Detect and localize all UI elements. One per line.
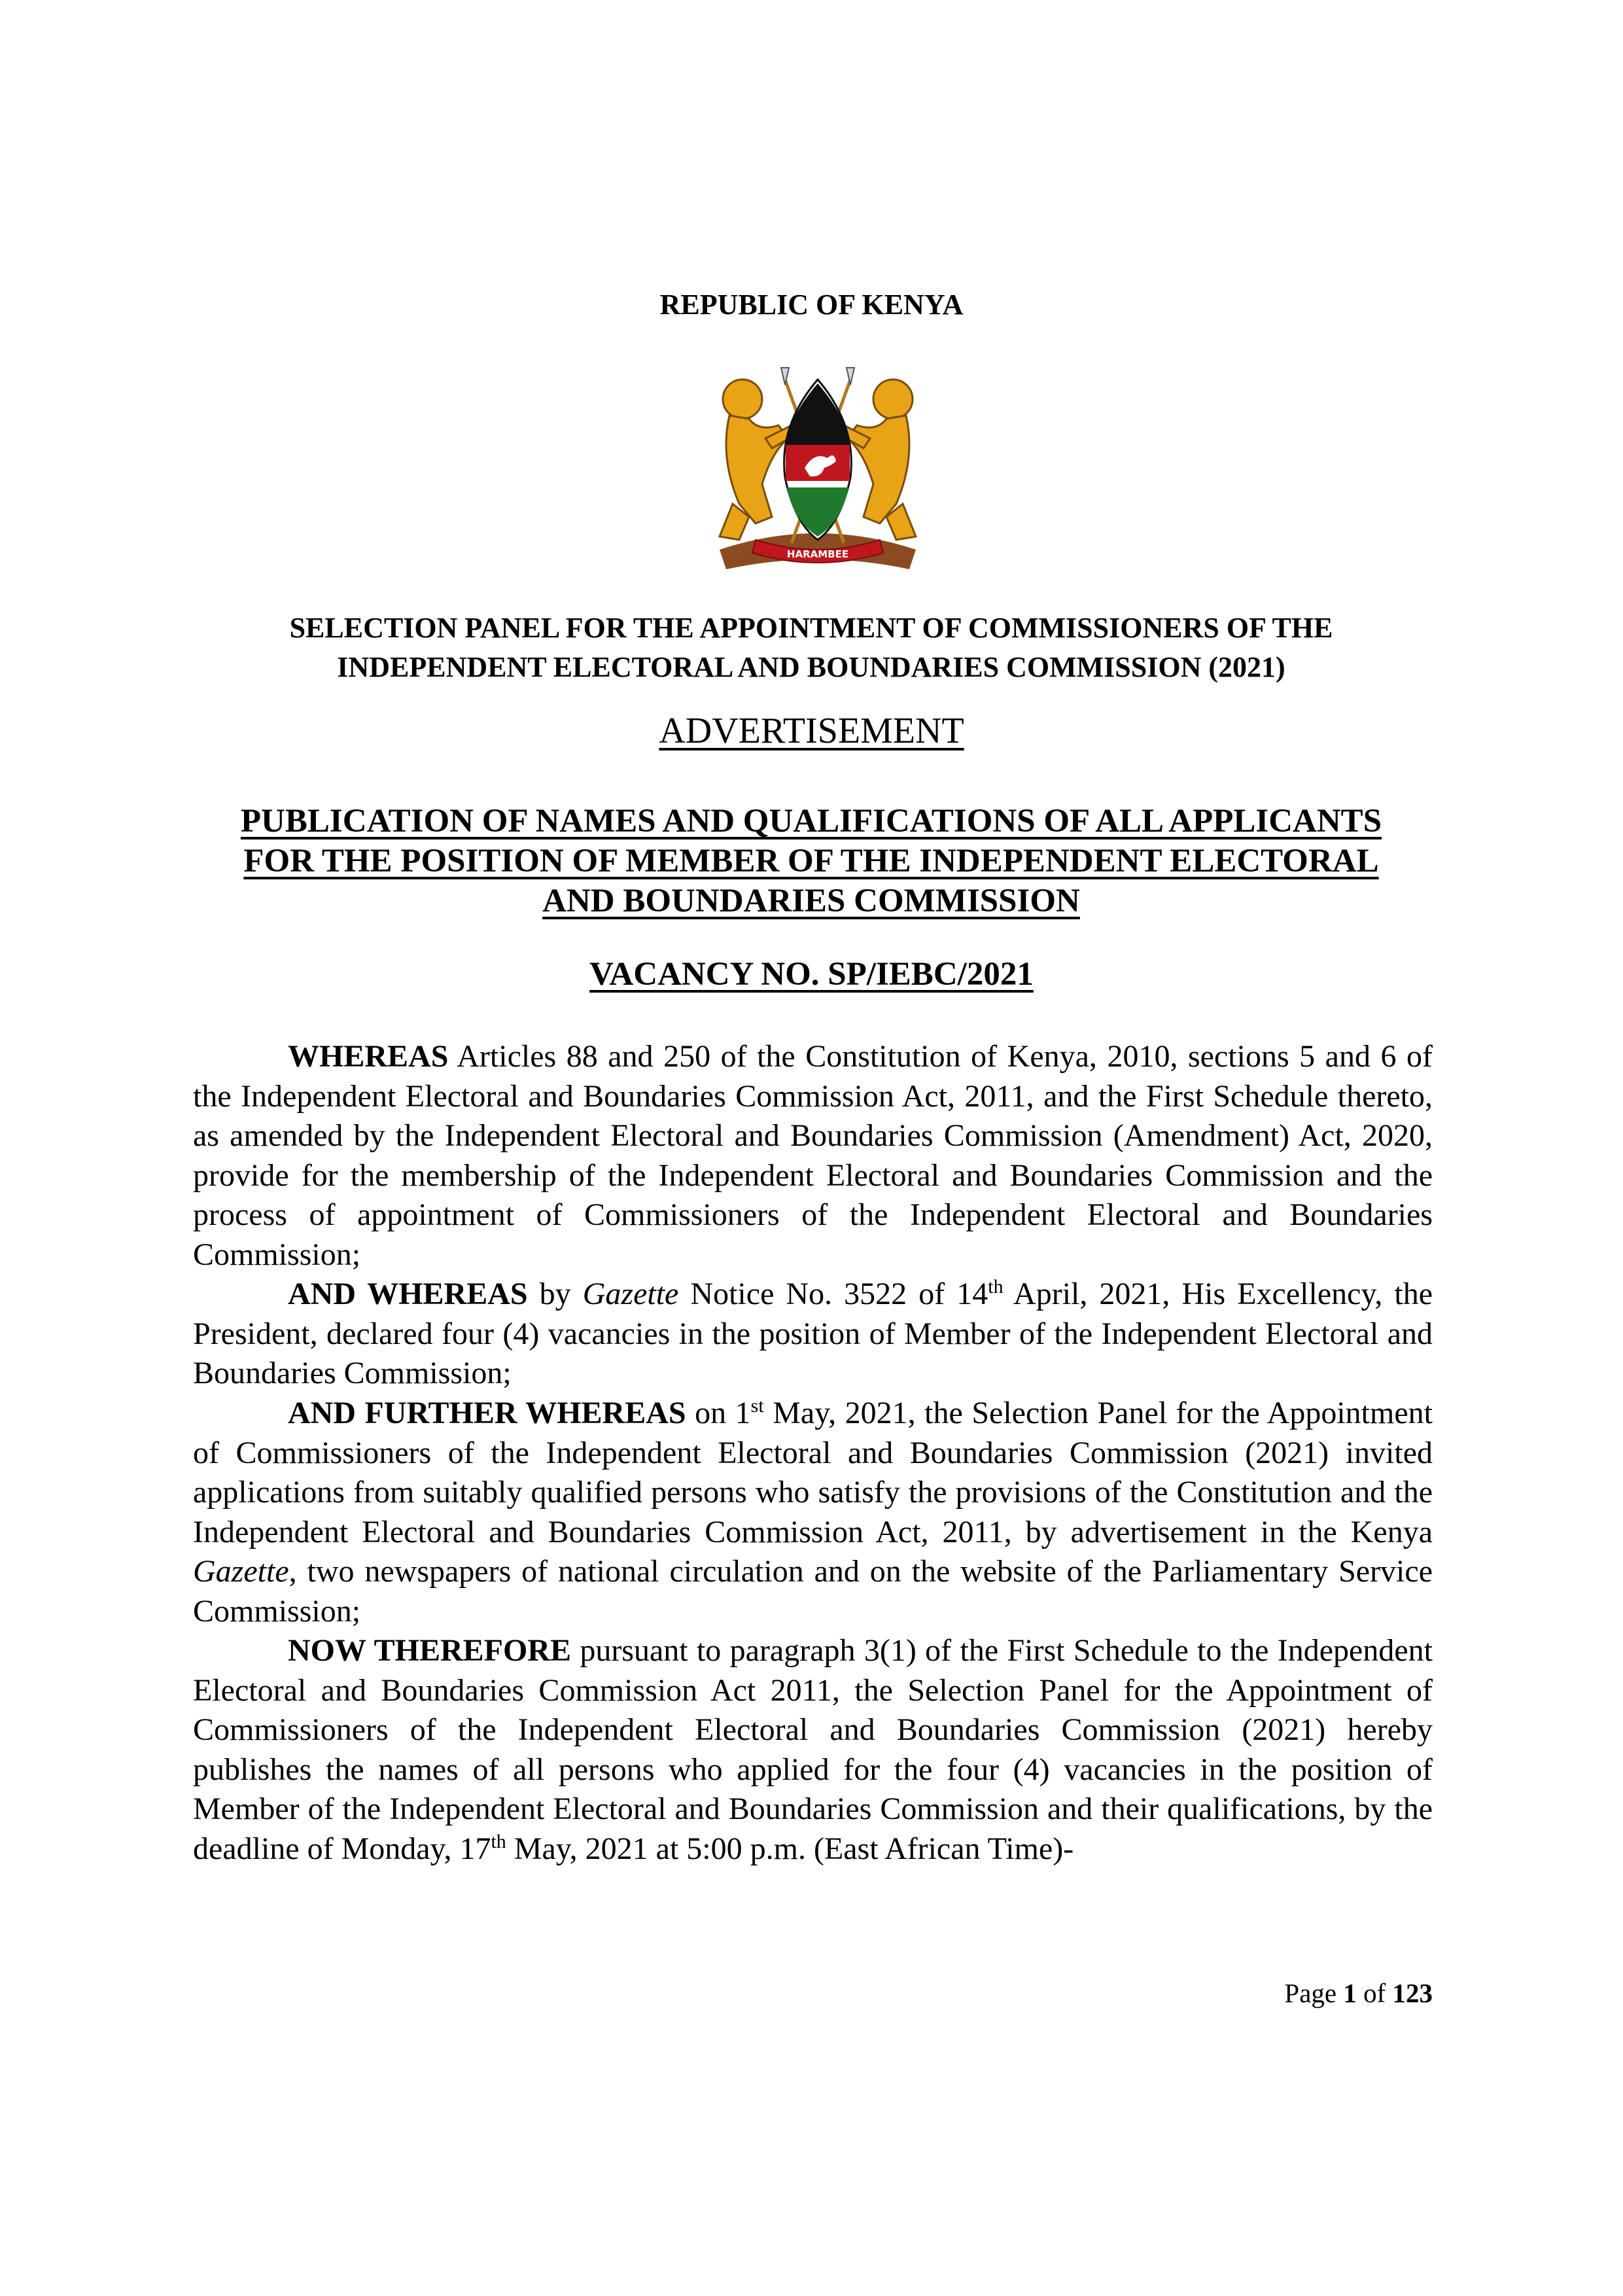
page-total: 123 <box>1392 1978 1433 2008</box>
paragraph-text: pursuant to paragraph 3(1) of the First Schedule to the Independent Electoral and Boundaries Commission Act 2011, the Selection Panel for the Appointment of Commissioners of the Independent Electoral and Boundaries Commission (2021) hereby publishes the names of all persons who applied for the four (4) vacancies in the position of Member of the Independent Electoral and Boundaries Commission and their qualifications, by the deadline of Monday, 17 <box>193 1633 1433 1866</box>
paragraph-lead: WHEREAS <box>288 1039 449 1074</box>
ordinal-suffix: st <box>750 1395 764 1417</box>
page-number <box>1073 1977 1433 2009</box>
paragraph-text: Notice No. 3522 of 14 <box>678 1277 988 1311</box>
paragraph-and-further-whereas <box>193 1394 1433 1631</box>
paragraph-lead: AND FURTHER WHEREAS <box>288 1396 686 1430</box>
ordinal-suffix: th <box>491 1830 506 1852</box>
panel-title-line2: INDEPENDENT ELECTORAL AND BOUNDARIES COMMISSION (2021) <box>337 651 1285 683</box>
ordinal-suffix: th <box>988 1276 1003 1298</box>
paragraph-lead: NOW THEREFORE <box>288 1633 571 1668</box>
paragraph-text: , two newspapers of national circulation and on the website of the Parliamentary Service Commission; <box>193 1554 1433 1629</box>
crest-motto: HARAMBEE <box>786 548 849 560</box>
vacancy-number: VACANCY NO. SP/IEBC/2021 <box>589 956 1034 993</box>
gazette-italic: Gazette <box>193 1554 289 1589</box>
panel-title-line1: SELECTION PANEL FOR THE APPOINTMENT OF COMMISSIONERS OF THE <box>289 612 1333 644</box>
paragraph-text: by <box>527 1277 583 1311</box>
page-label: Page <box>1284 1978 1344 2008</box>
paragraph-now-therefore <box>193 1631 1433 1869</box>
paragraph-and-whereas <box>193 1275 1433 1394</box>
country-heading: REPUBLIC OF KENYA <box>659 289 964 321</box>
publication-title-line1: PUBLICATION OF NAMES AND QUALIFICATIONS OF ALL APPLICANTS <box>240 803 1382 839</box>
paragraph-text: May, 2021 at 5:00 p.m. (East African Time)- <box>506 1831 1074 1866</box>
paragraph-text: on 1 <box>686 1396 751 1430</box>
vacancy-heading <box>0 955 1623 993</box>
publication-title-line2: FOR THE POSITION OF MEMBER OF THE INDEPENDENT ELECTORAL <box>243 843 1379 879</box>
publication-title <box>190 802 1433 921</box>
page-of: of <box>1356 1978 1393 2008</box>
gazette-italic: Gazette <box>582 1277 679 1311</box>
paragraph-text: Articles 88 and 250 of the Constitution of Kenya, 2010, sections 5 and 6 of the Independent Electoral and Boundaries Commission Act, 2011, and the First Schedule thereto, as amended by the Independent Electoral and Boundaries Commission (Amendment) Act, 2020, provide for the membership of the Independent Electoral and Boundaries Commission and the process of appointment of Commissioners of the Independent Electoral and Boundaries Commission; <box>193 1039 1433 1272</box>
panel-title <box>190 609 1433 687</box>
page-current: 1 <box>1343 1978 1357 2008</box>
advertisement-heading <box>0 710 1623 752</box>
publication-title-line3: AND BOUNDARIES COMMISSION <box>542 883 1080 919</box>
paragraph-whereas <box>193 1037 1433 1275</box>
paragraph-lead: AND WHEREAS <box>288 1277 528 1311</box>
advertisement-text: ADVERTISEMENT <box>659 711 964 751</box>
paragraph-text: April, 2021, His Excellency, the President, declared four (4) vacancies in the position of Member of the Independent Electoral and Boundaries Commission; <box>193 1277 1433 1390</box>
coat-of-arms-icon <box>693 353 942 576</box>
paragraph-text: May, 2021, the Selection Panel for the Appointment of Commissioners of the Independent Electoral and Boundaries Commission (2021) invited applications from suitably qualified persons who satisfy the provisions of the Constitution and the Independent Electoral and Boundaries Commission Act, 2011, by advertisement in the Kenya <box>193 1396 1433 1549</box>
